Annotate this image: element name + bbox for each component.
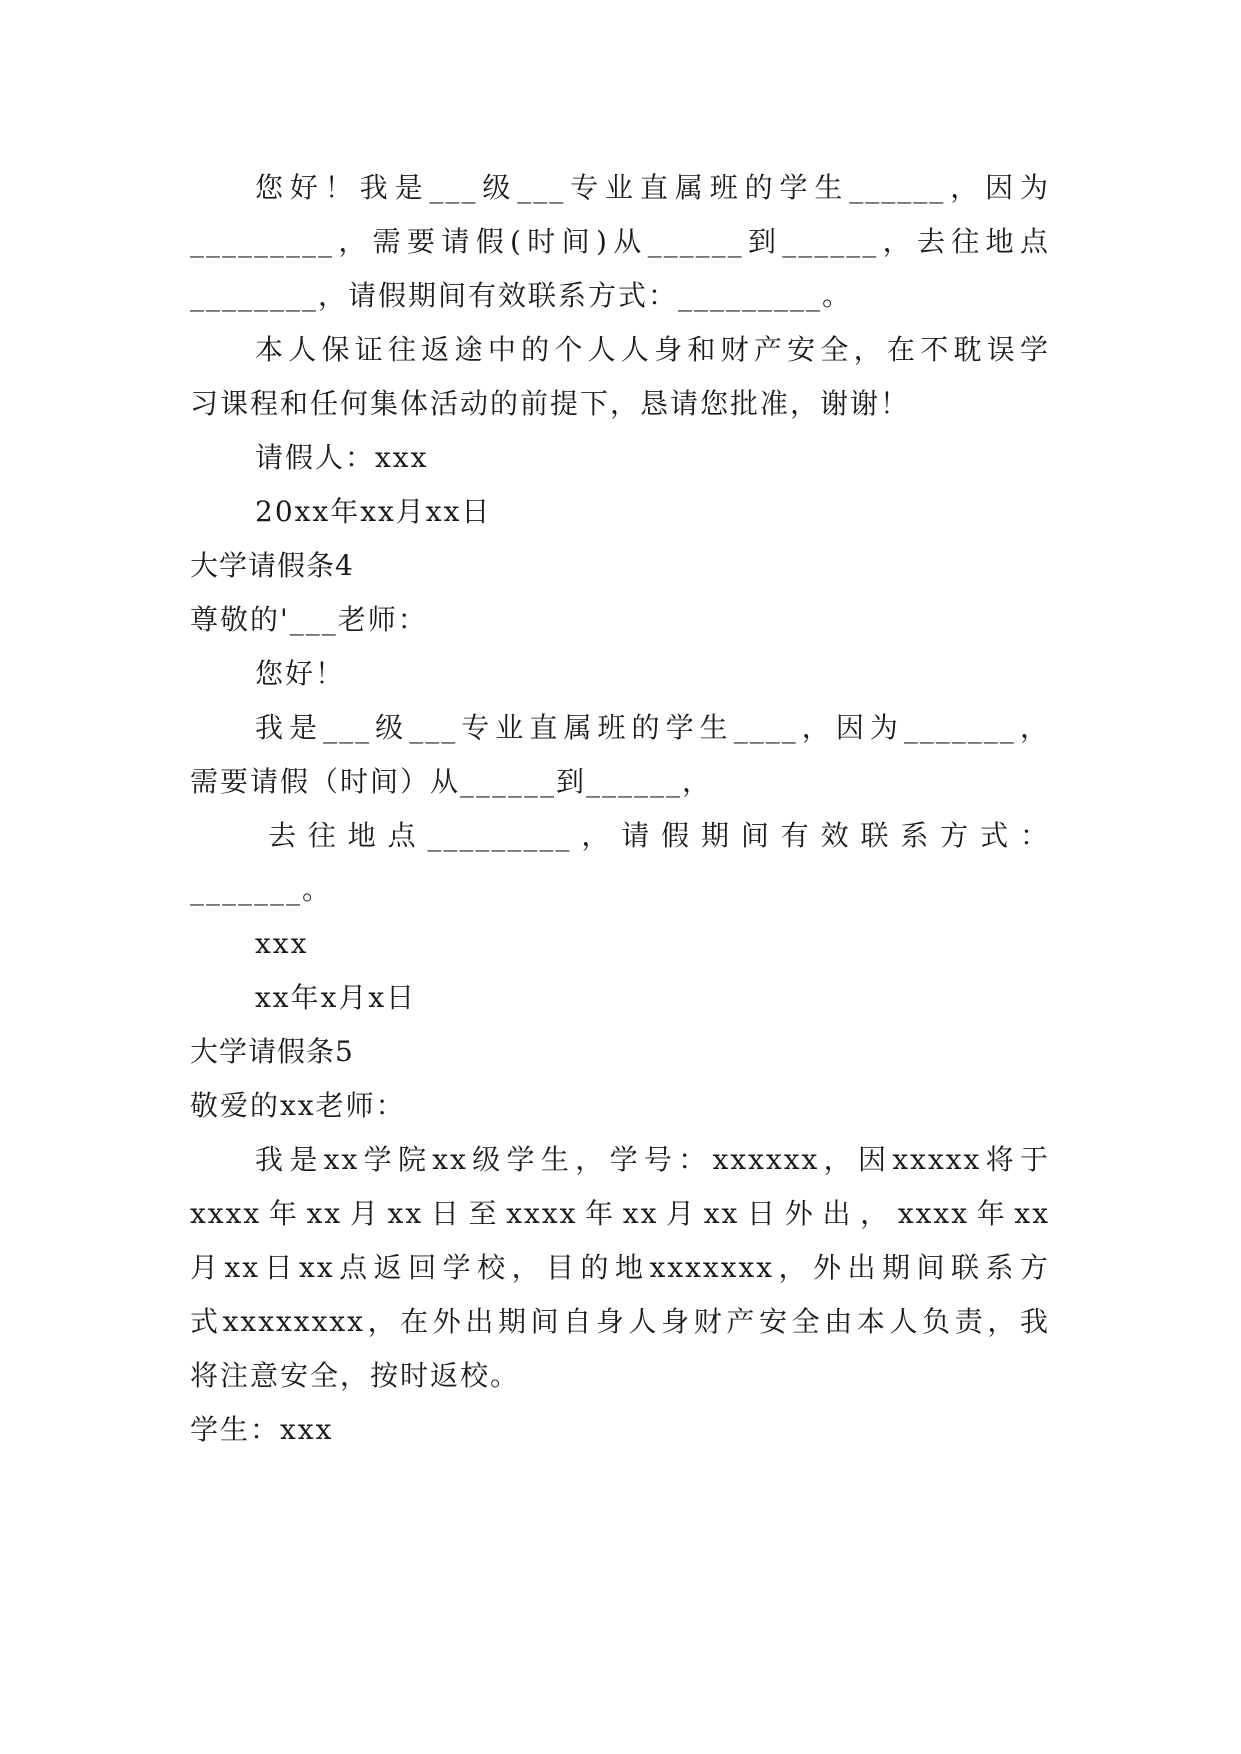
- section-title: 大学请假条4: [190, 549, 354, 582]
- section-title: 大学请假条5: [190, 1035, 354, 1068]
- paragraph-line: 需要请假（时间）从______到______，: [190, 765, 713, 798]
- paragraph-line: _______。: [190, 873, 333, 906]
- signature-name: xxx: [255, 927, 309, 960]
- paragraph-line: 您好！我是___级___专业直属班的学生______，因为: [255, 171, 1050, 204]
- signature-date: xx年x月x日: [255, 981, 417, 1014]
- paragraph-line: 我是___级___专业直属班的学生____，因为_______，: [255, 711, 1050, 744]
- paragraph-line: 习课程和任何集体活动的前提下，恳请您批准，谢谢！: [190, 387, 911, 420]
- paragraph-line: _________，需要请假(时间)从______到______，去往地点: [190, 225, 1050, 258]
- greeting: 您好！: [255, 657, 346, 690]
- paragraph-line: ________，请假期间有效联系方式：_________。: [190, 279, 853, 312]
- paragraph-line: 式xxxxxxxx，在外出期间自身人身财产安全由本人负责，我: [190, 1305, 1050, 1338]
- signature-name: 学生：xxx: [190, 1413, 334, 1446]
- paragraph-line: 将注意安全，按时返校。: [190, 1359, 521, 1392]
- paragraph-line: 去往地点_________，请假期间有效联系方式：: [268, 819, 1050, 852]
- signature-date: 20xx年xx月xx日: [255, 495, 492, 528]
- paragraph-line: 月xx日xx点返回学校，目的地xxxxxxx，外出期间联系方: [190, 1251, 1050, 1284]
- signature-name: 请假人：xxx: [255, 441, 429, 474]
- salutation: 尊敬的'___老师：: [190, 603, 428, 636]
- paragraph-line: 本人保证往返途中的个人人身和财产安全，在不耽误学: [255, 333, 1050, 366]
- salutation: 敬爱的xx老师：: [190, 1089, 406, 1122]
- paragraph-line: xxxx年xx月xx日至xxxx年xx月xx日外出，xxxx年xx: [190, 1197, 1050, 1230]
- paragraph-line: 我是xx学院xx级学生，学号：xxxxxx，因xxxxx将于: [255, 1143, 1050, 1176]
